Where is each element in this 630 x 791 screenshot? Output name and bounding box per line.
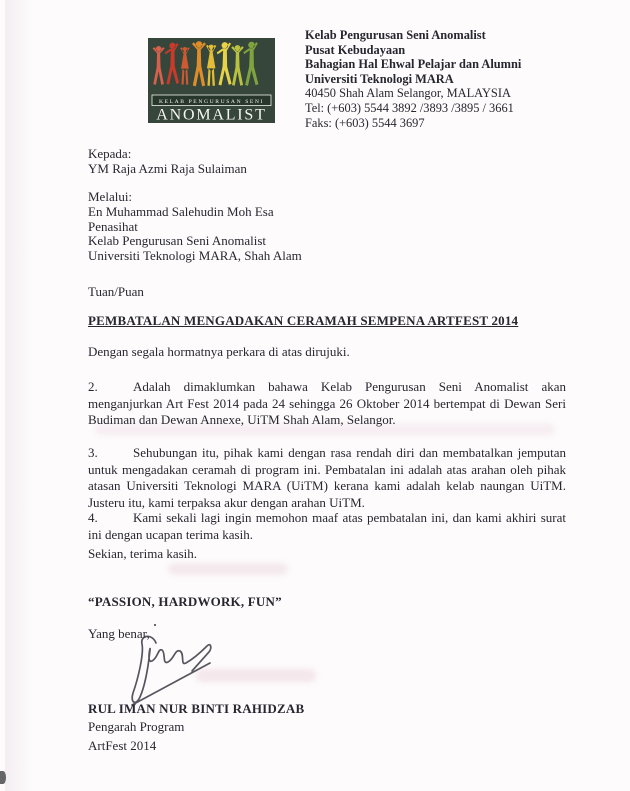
letterhead-line: Universiti Teknologi MARA — [305, 71, 454, 86]
logo-band-text: KELAB PENGURUSAN SENI — [158, 98, 265, 105]
scan-artifact — [168, 563, 288, 575]
motto-line: “PASSION, HARDWORK, FUN” — [88, 594, 282, 609]
melalui-line: Kelab Pengurusan Seni Anomalist — [88, 233, 267, 249]
paragraph-text: Adalah dimaklumkan bahawa Kelab Pengurusan Seni Anomalist akan menganjurkan Art Fest 2014 pada 24 sehingga 26 Oktober 2014 bertempat di Dewan Seri Budiman dan Dewan Annexe, UiTM Shah Alam, Selangor. — [88, 379, 566, 428]
intro-line: Dengan segala hormatnya perkara di atas dirujuki. — [88, 344, 350, 359]
scan-artifact — [0, 771, 6, 784]
paragraph-text: Sehubungan itu, pihak kami dengan rasa rendah diri dan membatalkan jemputan untuk mengadakan ceramah di program ini. Pembatalan ini adalah atas arahan oleh pihak atasan Universiti Teknologi MARA (UiTM) kerana kami adalah kelab naungan UiTM. Justeru itu, kami terpaksa akur dengan arahan UiTM. — [88, 445, 566, 511]
letterhead-line: Bahagian Hal Ehwal Pelajar dan Alumni — [305, 57, 522, 72]
signoff-line: Yang benar, — [88, 626, 150, 641]
paragraph-text: Kami sekali lagi ingin memohon maaf atas pembatalan ini, dan kami akhiri surat ini dengan ucapan terima kasih. — [88, 510, 566, 542]
through-block — [88, 190, 302, 264]
signature-pen-dot — [154, 624, 156, 626]
paragraph-3 — [88, 445, 566, 512]
signatory-name: RUL IMAN NUR BINTI RAHIDZAB — [88, 701, 305, 716]
paragraph-2 — [88, 379, 566, 429]
letterhead-address — [305, 28, 595, 130]
letterhead-line: Kelab Pengurusan Seni Anomalist — [305, 28, 486, 42]
letterhead-line: 40450 Shah Alam Selangor, MALAYSIA — [305, 86, 511, 101]
recipient-name: YM Raja Azmi Raja Sulaiman — [88, 160, 247, 176]
signatory-event: ArtFest 2014 — [88, 737, 157, 753]
recipient-block — [88, 147, 247, 177]
subject-line: PEMBATALAN MENGADAKAN CERAMAH SEMPENA ARTFEST 2014 — [88, 313, 519, 328]
paragraph-number: 4. — [88, 510, 98, 525]
melalui-label: Melalui: — [88, 189, 133, 204]
melalui-line: Penasihat — [88, 218, 138, 234]
signatory-title: Pengarah Program — [88, 719, 185, 735]
logo-name-text: ANOMALIST — [156, 106, 267, 123]
letterhead-line: Pusat Kebudayaan — [305, 42, 406, 57]
anomalist-club-logo — [148, 38, 275, 123]
paragraph-number: 3. — [88, 445, 98, 460]
kepada-label: Kepada: — [88, 146, 132, 161]
paragraph-4 — [88, 510, 566, 543]
salutation: Tuan/Puan — [88, 284, 144, 299]
letterhead-line: Tel: (+603) 5544 3892 /3893 /3895 / 3661 — [305, 100, 514, 115]
signatory-block — [88, 700, 304, 755]
letterhead-line: Faks: (+603) 5544 3697 — [305, 115, 425, 130]
melalui-line: En Muhammad Salehudin Moh Esa — [88, 203, 274, 219]
scan-edge-shadow — [5, 0, 33, 791]
melalui-line: Universiti Teknologi MARA, Shah Alam — [88, 248, 302, 264]
paragraph-number: 2. — [88, 379, 98, 394]
closing-line: Sekian, terima kasih. — [88, 546, 198, 561]
